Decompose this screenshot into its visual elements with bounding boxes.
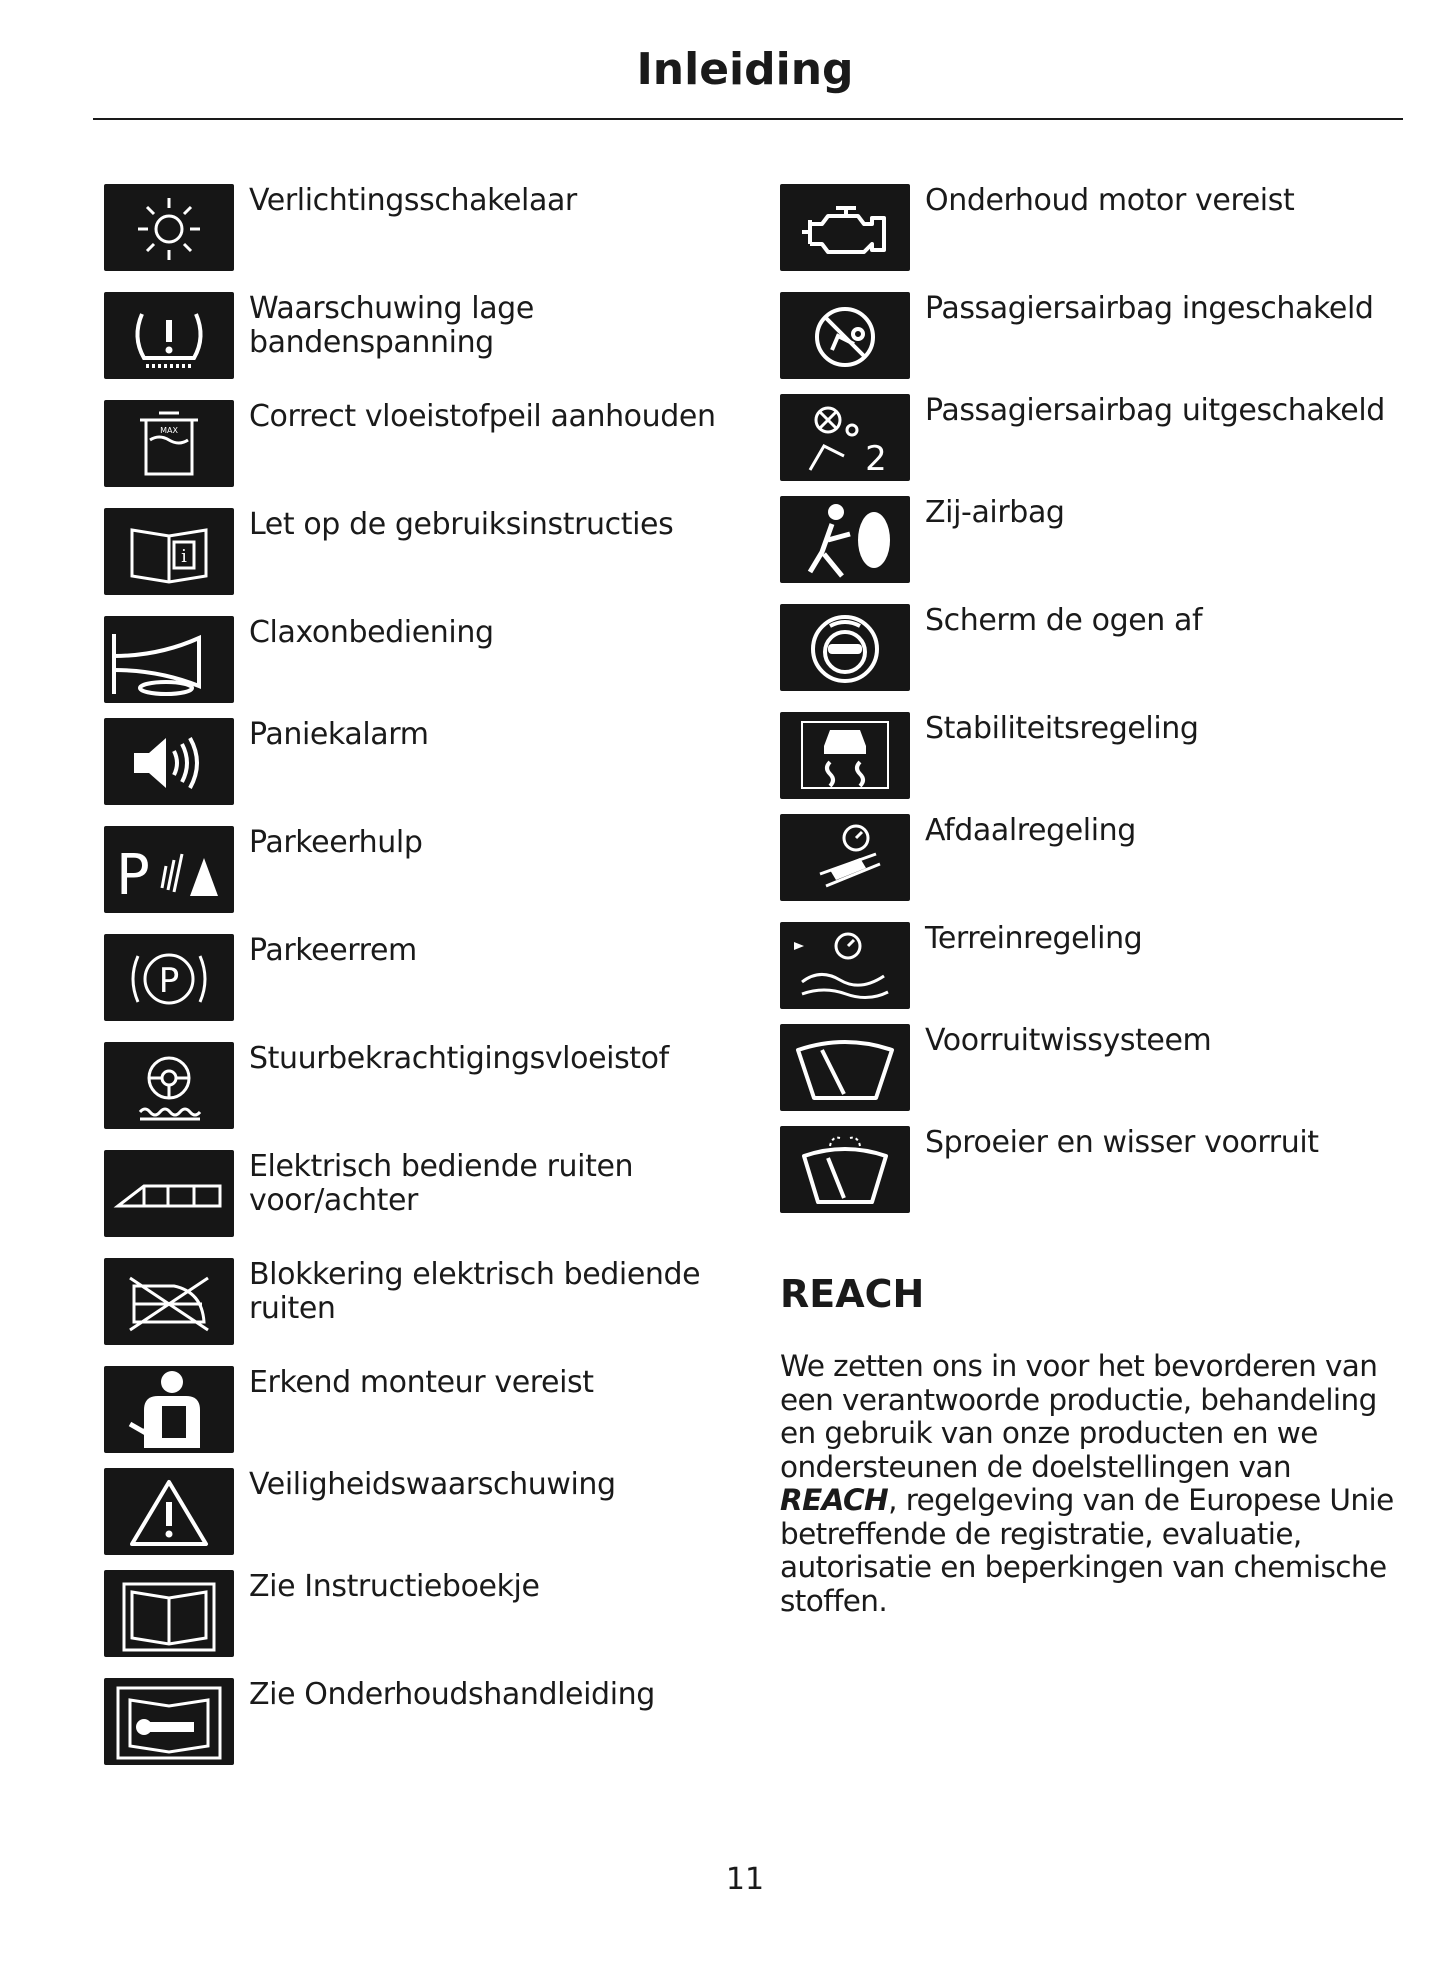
list-item — [104, 1678, 764, 1768]
eye-protection-icon — [780, 604, 910, 691]
list-item — [780, 1024, 1420, 1114]
symbol-label: Zij-airbag — [925, 495, 1065, 530]
power-windows-icon — [104, 1150, 234, 1237]
hill-descent-icon — [780, 814, 910, 901]
list-item — [104, 1570, 764, 1660]
list-item — [104, 1468, 764, 1558]
symbol-label: Erkend monteur vereist — [249, 1365, 594, 1400]
washer-wiper-icon — [780, 1126, 910, 1213]
airbag-off-icon — [780, 394, 910, 481]
list-item — [104, 826, 764, 916]
svg-text:2: 2 — [865, 439, 887, 479]
symbol-label: Waarschuwing lage bandenspanning — [249, 291, 534, 360]
symbol-label: Onderhoud motor vereist — [925, 183, 1295, 218]
svg-text:P: P — [158, 961, 180, 1001]
symbol-label: Stabiliteitsregeling — [925, 711, 1199, 746]
list-item — [104, 718, 764, 808]
power-steering-fluid-icon — [104, 1042, 234, 1129]
light-switch-icon — [104, 184, 234, 271]
list-item — [780, 292, 1420, 382]
service-manual-icon — [104, 1678, 234, 1765]
symbol-label: Parkeerhulp — [249, 825, 423, 860]
fluid-level-icon — [104, 400, 234, 487]
list-item — [780, 922, 1420, 1012]
reach-text-after: , regelgeving van de Europese Unie betreffende de registratie, evaluatie, autorisatie en beperkingen van chemische stoffen. — [780, 1483, 1394, 1618]
symbol-label: Zie Instructieboekje — [249, 1569, 540, 1604]
list-item — [104, 1150, 764, 1240]
symbol-label: Veiligheidswaarschuwing — [249, 1467, 616, 1502]
safety-warning-icon — [104, 1468, 234, 1555]
list-item — [104, 292, 764, 382]
symbol-label: Terreinregeling — [925, 921, 1143, 956]
stability-control-icon — [780, 712, 910, 799]
symbol-label: Verlichtingsschakelaar — [249, 183, 577, 218]
manual-info-icon — [104, 508, 234, 595]
page-title: Inleiding — [636, 44, 854, 95]
page-number: 11 — [725, 1862, 765, 1897]
symbol-label: Blokkering elektrisch bediende ruiten — [249, 1257, 701, 1326]
symbol-label: Correct vloeistofpeil aanhouden — [249, 399, 716, 434]
symbol-label: Zie Onderhoudshandleiding — [249, 1677, 655, 1712]
header-rule — [93, 118, 1403, 120]
parking-brake-icon — [104, 934, 234, 1021]
reach-text-before: We zetten ons in voor het bevorderen van een verantwoorde productie, behandeling en gebruik van onze producten en we ondersteunen de doelstellingen van — [780, 1349, 1378, 1484]
list-item — [780, 394, 1420, 484]
symbol-label: Paniekalarm — [249, 717, 429, 752]
engine-service-icon — [780, 184, 910, 271]
terrain-control-icon — [780, 922, 910, 1009]
list-item — [104, 1258, 764, 1348]
reach-emphasis: REACH — [780, 1483, 889, 1517]
reach-heading: REACH — [780, 1272, 925, 1316]
park-assist-icon — [104, 826, 234, 913]
list-item — [104, 1366, 764, 1456]
symbol-label: Elektrisch bediende ruiten voor/achter — [249, 1149, 634, 1218]
symbol-label: Parkeerrem — [249, 933, 417, 968]
symbol-label: Afdaalregeling — [925, 813, 1136, 848]
wiper-icon — [780, 1024, 910, 1111]
list-item — [780, 814, 1420, 904]
list-item — [780, 184, 1420, 274]
window-lock-icon — [104, 1258, 234, 1345]
svg-text:MAX: MAX — [160, 426, 178, 435]
symbol-label: Passagiersairbag uitgeschakeld — [925, 393, 1385, 428]
list-item — [104, 508, 764, 598]
tire-pressure-icon — [104, 292, 234, 379]
symbol-label: Voorruitwissysteem — [925, 1023, 1212, 1058]
list-item — [104, 1042, 764, 1132]
list-item — [104, 616, 764, 706]
list-item — [104, 400, 764, 490]
mechanic-icon — [104, 1366, 234, 1453]
svg-text:i: i — [181, 546, 187, 567]
symbol-label: Let op de gebruiksinstructies — [249, 507, 674, 542]
symbol-label: Sproeier en wisser voorruit — [925, 1125, 1319, 1160]
svg-text:P: P — [116, 843, 150, 908]
list-item — [780, 496, 1420, 586]
list-item — [780, 1126, 1420, 1216]
side-airbag-icon — [780, 496, 910, 583]
symbol-label: Stuurbekrachtigingsvloeistof — [249, 1041, 669, 1076]
list-item — [104, 184, 764, 274]
reach-paragraph — [780, 1350, 1400, 1618]
panic-alarm-icon — [104, 718, 234, 805]
symbol-label: Scherm de ogen af — [925, 603, 1203, 638]
horn-icon — [104, 616, 234, 703]
list-item — [104, 934, 764, 1024]
symbol-label: Passagiersairbag ingeschakeld — [925, 291, 1374, 326]
instruction-book-icon — [104, 1570, 234, 1657]
symbol-label: Claxonbediening — [249, 615, 494, 650]
list-item — [780, 604, 1420, 694]
list-item — [780, 712, 1420, 802]
airbag-on-icon — [780, 292, 910, 379]
